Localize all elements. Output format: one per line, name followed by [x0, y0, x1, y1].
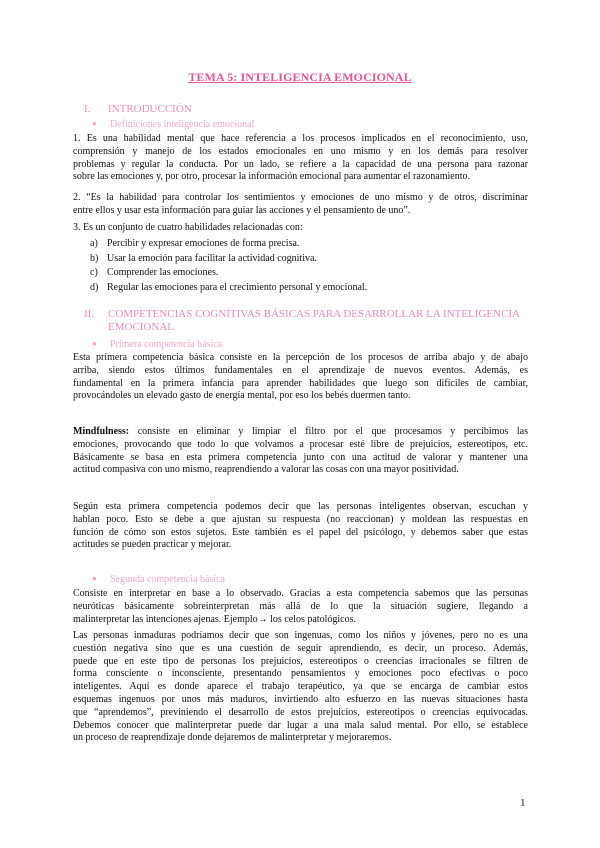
term-mindfulness: Mindfulness: — [73, 426, 130, 437]
page-number: 1 — [520, 797, 526, 809]
text-line: forma consciente o inconsciente, presentando pensamientos y emociones poco efectivas o poco — [73, 668, 528, 680]
text-line: hablan poco. Esto se debe a que ajustan su respuesta (no reaccionan) y moldean las respuestas en — [73, 513, 528, 525]
text-line: arriba, siendo estos últimos fundamentales en el aprendizaje de nuevos eventos. Además, es — [73, 364, 528, 376]
bullet-icon: ● — [92, 119, 97, 128]
text-line: esquemas ingenuos por unos más maduros, invirtiendo alto esfuerzo en las nuevas situaciones hasta — [73, 693, 528, 705]
text-line: 2. “Es la habilidad para controlar los sentimientos y emociones de uno mismo y de otros, discriminar — [73, 192, 528, 203]
subheading-segunda-competencia — [92, 574, 225, 585]
list-label: d) — [90, 282, 99, 293]
paragraph-mindfulness — [73, 426, 528, 477]
subheading-definiciones — [92, 119, 254, 130]
text-line: Básicamente se basa en esta primera competencia junto con una actitud de valorar y mantener una — [73, 451, 528, 463]
section-heading-introduccion — [84, 103, 192, 115]
text-line: problemas y regular la conducta. Por un lado, se refiere a la capacidad de una persona para razonar — [73, 158, 528, 170]
list-text: Regular las emociones para el crecimiento personal y emocional. — [107, 282, 368, 293]
document-title: TEMA 5: INTELIGENCIA EMOCIONAL — [188, 70, 412, 84]
text-line: 3. Es un conjunto de cuatro habilidades relacionadas con: — [73, 222, 303, 233]
text-line: Según esta primera competencia podemos decir que las personas inteligentes observan, escuchan y — [73, 501, 528, 512]
list-label: c) — [90, 267, 98, 278]
paragraph-personas-inmaduras — [73, 630, 528, 745]
text-line: función de cómo son estos sujetos. Este también es el papel del psicólogo, y debemos saber que estas — [73, 526, 528, 538]
text-line: malinterpretar las intenciones ajenas. Ejemplo→ los celos patológicos. — [73, 613, 356, 625]
section-number: II. — [84, 308, 95, 320]
text-line: neuróticas básicamente sobreinterpretan más allá de lo que la situación sugiere, llegando a — [73, 600, 528, 612]
list-item — [90, 281, 367, 294]
list-label: b) — [90, 253, 99, 264]
subheading-primera-competencia — [92, 339, 222, 350]
text-line: Las personas inmaduras podríamos decir que son ingenuas, como los niños y jóvenes, pero no es una — [73, 630, 528, 641]
bullet-icon: ● — [92, 574, 97, 583]
text-line: un proceso de reaprendizaje donde dejaremos de malinterpretar y mejoraremos. — [73, 732, 392, 744]
section-title-line: EMOCIONAL — [108, 321, 174, 333]
text-line: cuestión negativa sino que es una cuestión de seguir aprendiendo, es decir, un proceso. Además, — [73, 642, 528, 654]
list-item — [90, 266, 218, 279]
list-label: a) — [90, 238, 98, 249]
list-text: Usar la emoción para facilitar la actividad cognitiva. — [107, 253, 317, 264]
text-line: sobre las emociones y, por otro, procesar la información emocional para aumentar el razonamiento. — [73, 171, 470, 183]
paragraph-definition-3 — [73, 222, 528, 235]
paragraph-primera-competencia — [73, 352, 528, 403]
text-line: actitud compasiva con uno mismo, reaprendiendo a valorar las cosas con una mayor positividad. — [73, 464, 459, 476]
subheading-text: Segunda competencia básica — [110, 574, 225, 585]
paragraph-definition-2 — [73, 192, 528, 218]
section-title-line: COMPETENCIAS COGNITIVAS BÁSICAS PARA DESARROLLAR LA INTELIGENCIA — [108, 308, 520, 320]
text-line: comprensión y manejo de los estados emocionales en uno mismo y en los demás para resolver — [73, 145, 528, 157]
paragraph-personas-inteligentes — [73, 501, 528, 552]
text-line: Consiste en interpretar en base a lo observado. Gracias a esta competencia sabemos que las personas — [73, 588, 528, 599]
paragraph-definition-1 — [73, 133, 528, 184]
text-line: 1. Es una habilidad mental que hace referencia a los procesos implicados en el reconocimiento, uso, — [73, 133, 528, 144]
list-item — [90, 252, 317, 265]
text-line: Esta primera competencia básica consiste en la percepción de los procesos de arriba abajo y de abajo — [73, 352, 528, 363]
section-number: I. — [84, 103, 91, 115]
subheading-text: Primera competencia básica — [110, 339, 223, 350]
text-line: puede que en este tipo de personas los prejuicios, estereotipos o creencias irracionales se filtren de — [73, 655, 528, 667]
text-line: inteligentes. Aquí es donde aparece el trabajo terapéutico, ya que se encarga de cambiar estos — [73, 681, 528, 693]
text-line: provocándoles un elevado gasto de energía mental, por eso los bebés duermen tanto. — [73, 390, 411, 402]
section-title: INTRODUCCIÓN — [108, 103, 192, 115]
list-text: Percibir y expresar emociones de forma precisa. — [107, 238, 300, 249]
list-item — [90, 237, 299, 250]
subheading-text: Definiciones inteligencia emocional — [110, 119, 255, 130]
text-line: fundamental en la primera infancia para aprender habilidades que luego son difíciles de cambiar, — [73, 377, 528, 389]
text-line: actitudes se pueden practicar y mejorar. — [73, 539, 232, 551]
section-heading-competencias — [84, 308, 520, 334]
list-text: Comprender las emociones. — [107, 267, 219, 278]
text-line: entre ellos y usar esta información para guiar las acciones y el pensamiento de uno”. — [73, 204, 411, 216]
text-line: que “aprendemos”, previniendo el desarrollo de estos prejuicios, estereotipos o creencias equivocadas. — [73, 706, 528, 718]
text-line: emociones, provocando que todo lo que volvamos a procesar esté libre de prejuicios, estereotipos, etc. — [73, 438, 528, 450]
paragraph-segunda-competencia — [73, 588, 528, 626]
text-span: consiste en eliminar y limpiar el filtro por el que procesamos y percibimos las — [129, 426, 528, 437]
text-line: Debemos conocer que malinterpretar puede dar lugar a una mala salud mental. Por ello, se establece — [73, 719, 528, 731]
bullet-icon: ● — [92, 339, 97, 348]
